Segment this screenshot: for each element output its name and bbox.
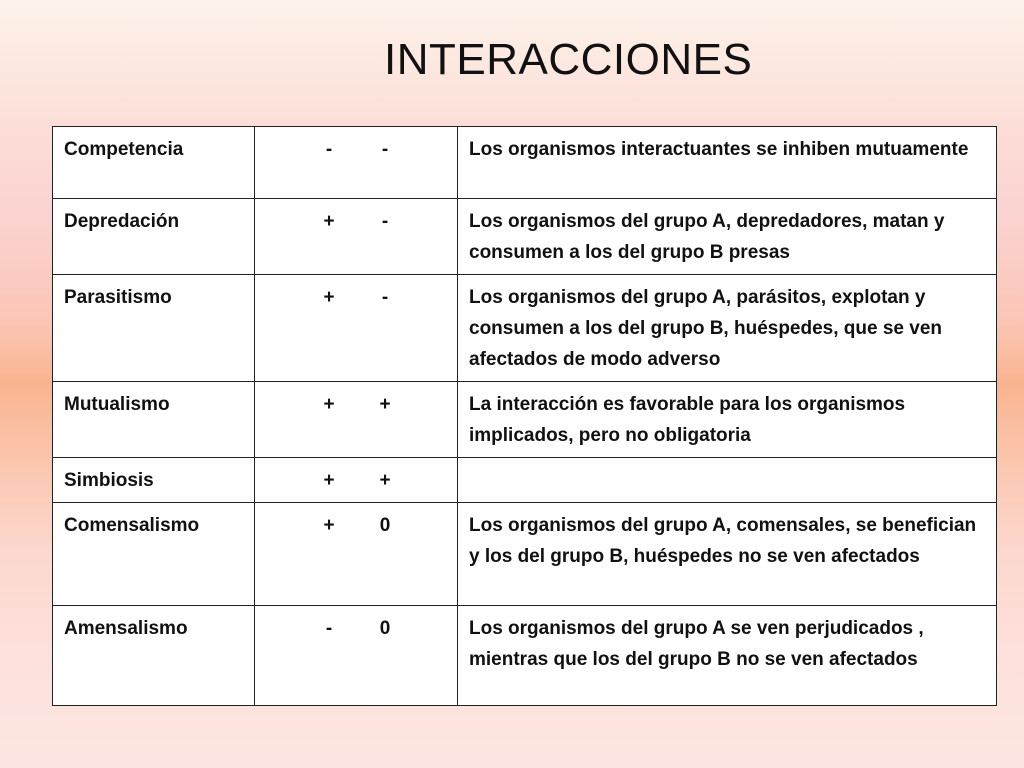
interaction-description: La interacción es favorable para los organismos implicados, pero no obligatoria xyxy=(458,382,997,458)
page-title: INTERACCIONES xyxy=(384,35,753,84)
sign-group-a: - xyxy=(325,139,333,160)
interaction-name: Depredación xyxy=(53,199,255,275)
sign-group-b: + xyxy=(379,394,391,415)
sign-group-a: + xyxy=(323,287,335,308)
interactions-table xyxy=(52,126,997,706)
table-row xyxy=(53,199,997,275)
table-row xyxy=(53,382,997,458)
table-row xyxy=(53,275,997,382)
interaction-name: Mutualismo xyxy=(53,382,255,458)
interaction-signs xyxy=(255,275,458,382)
sign-group-a: + xyxy=(323,470,335,491)
interaction-signs xyxy=(255,382,458,458)
sign-group-a: + xyxy=(323,394,335,415)
interaction-description: Los organismos del grupo A se ven perjudicados , mientras que los del grupo B no se ven afectados xyxy=(458,606,997,706)
table-row xyxy=(53,458,997,503)
interactions-table-container xyxy=(52,126,997,706)
interaction-description: Los organismos del grupo A, depredadores, matan y consumen a los del grupo B presas xyxy=(458,199,997,275)
interaction-description xyxy=(458,458,997,503)
interaction-name: Parasitismo xyxy=(53,275,255,382)
sign-group-a: - xyxy=(325,618,333,639)
interaction-signs xyxy=(255,606,458,706)
interaction-name: Amensalismo xyxy=(53,606,255,706)
interaction-signs xyxy=(255,458,458,503)
table-row xyxy=(53,503,997,606)
interaction-signs xyxy=(255,127,458,199)
interaction-name: Comensalismo xyxy=(53,503,255,606)
interaction-description: Los organismos del grupo A, comensales, se benefician y los del grupo B, huéspedes no se ven afectados xyxy=(458,503,997,606)
sign-group-a: + xyxy=(323,211,335,232)
sign-group-a: + xyxy=(323,515,335,536)
sign-group-b: 0 xyxy=(379,618,391,639)
interaction-signs xyxy=(255,503,458,606)
interaction-signs xyxy=(255,199,458,275)
sign-group-b: - xyxy=(381,287,389,308)
interaction-description: Los organismos del grupo A, parásitos, explotan y consumen a los del grupo B, huéspedes, que se ven afectados de modo adverso xyxy=(458,275,997,382)
interaction-description: Los organismos interactuantes se inhiben mutuamente xyxy=(458,127,997,199)
sign-group-b: - xyxy=(381,139,389,160)
table-row xyxy=(53,606,997,706)
interaction-name: Simbiosis xyxy=(53,458,255,503)
sign-group-b: 0 xyxy=(379,515,391,536)
sign-group-b: + xyxy=(379,470,391,491)
sign-group-b: - xyxy=(381,211,389,232)
table-row xyxy=(53,127,997,199)
interaction-name: Competencia xyxy=(53,127,255,199)
